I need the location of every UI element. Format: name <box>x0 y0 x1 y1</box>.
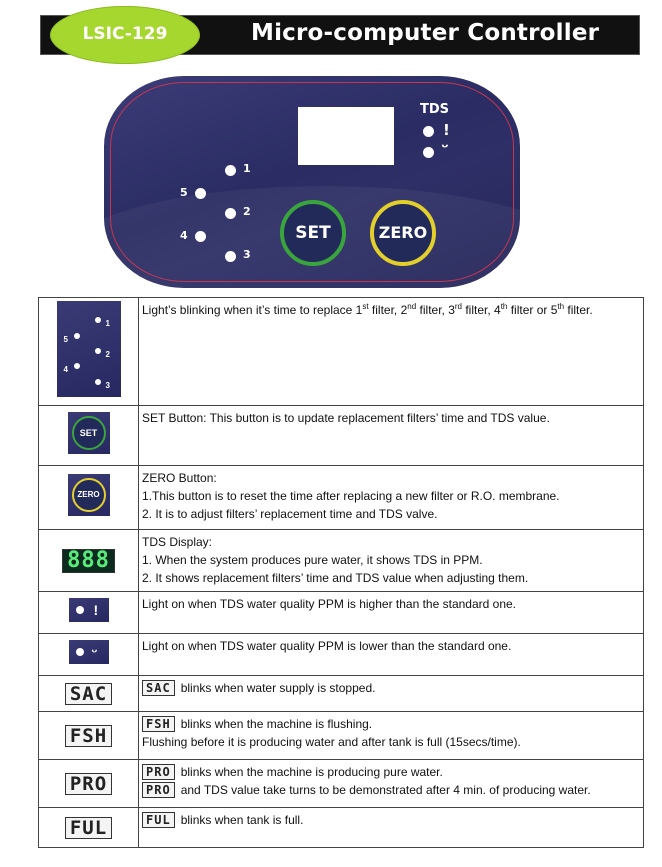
pro-code-inline: PRO <box>142 764 175 780</box>
high-icon-cell <box>39 592 139 634</box>
filter-leds-icon-cell <box>39 298 139 406</box>
filter-leds-description <box>139 298 644 406</box>
ful-code-icon: FUL <box>65 817 112 839</box>
table-row <box>39 676 644 712</box>
tds-line-3: 2. It shows replacement filters’ time and TDS value when adjusting them. <box>142 571 529 585</box>
fsh-code-icon: FSH <box>65 725 112 747</box>
table-row <box>39 530 644 592</box>
high-symbol: ! <box>93 602 99 618</box>
high-tds-icon <box>69 598 109 622</box>
mini-led-2-label: 2 <box>105 350 110 359</box>
ordinal: nd <box>407 302 417 311</box>
mini-led-1 <box>95 317 101 323</box>
high-led-dot <box>76 606 84 614</box>
controller-panel <box>104 76 520 288</box>
text-segment: filter, 3 <box>416 303 455 317</box>
pro-line-1: blinks when the machine is producing pure water. <box>180 765 443 779</box>
mini-led-3-label: 3 <box>105 381 110 390</box>
filter-led-5 <box>195 188 206 199</box>
zero-description <box>139 466 644 530</box>
sac-code-inline: SAC <box>142 680 175 696</box>
tds-display-window <box>298 107 394 165</box>
ful-text: blinks when tank is full. <box>180 813 304 827</box>
tds-description <box>139 530 644 592</box>
fsh-line-2: Flushing before it is producing water and after tank is full (15secs/time). <box>142 735 521 749</box>
mini-led-3 <box>95 379 101 385</box>
pro-code-inline-2: PRO <box>142 782 175 798</box>
tds-label: TDS <box>420 102 450 117</box>
ordinal: st <box>362 302 369 311</box>
mini-led-1-label: 1 <box>105 319 110 328</box>
mini-led-5-label: 5 <box>63 335 68 344</box>
model-badge <box>50 6 200 64</box>
sac-description <box>139 676 644 712</box>
mini-led-5 <box>74 333 80 339</box>
ful-code-inline: FUL <box>142 812 175 828</box>
ordinal: th <box>557 302 565 311</box>
filter-led-1-label: 1 <box>243 162 251 175</box>
filter-led-3-label: 3 <box>243 248 251 261</box>
low-symbol: ᵕ <box>91 643 98 659</box>
pro-description <box>139 760 644 808</box>
fsh-code-inline: FSH <box>142 716 175 732</box>
sac-icon-cell <box>39 676 139 712</box>
filter-led-5-label: 5 <box>180 186 188 199</box>
pro-line-2: and TDS value take turns to be demonstrated after 4 min. of producing water. <box>180 783 591 797</box>
set-icon-bg <box>68 412 110 454</box>
ordinal: th <box>500 302 508 311</box>
tds-high-led <box>423 126 434 137</box>
high-description: Light on when TDS water quality PPM is higher than the standard one. <box>139 592 644 634</box>
ful-description <box>139 808 644 848</box>
fsh-description <box>139 712 644 760</box>
sac-code-icon: SAC <box>65 683 112 705</box>
low-icon-cell <box>39 634 139 676</box>
page-title: Micro-computer Controller <box>251 20 600 46</box>
filter-led-2 <box>225 208 236 219</box>
set-description: SET Button: This button is to update replacement filters’ time and TDS value. <box>139 406 644 466</box>
zero-line-3: 2. It is to adjust filters’ replacement time and TDS valve. <box>142 507 438 521</box>
zero-button: ZERO <box>370 200 436 266</box>
tds-display-icon: 888 <box>62 549 115 573</box>
table-row <box>39 592 644 634</box>
tds-high-symbol: ! <box>443 121 450 139</box>
sac-text: blinks when water supply is stopped. <box>180 681 376 695</box>
fsh-icon-cell <box>39 712 139 760</box>
zero-line-2: 1.This button is to reset the time after replacing a new filter or R.O. membrane. <box>142 489 560 503</box>
pro-icon-cell <box>39 760 139 808</box>
zero-button-icon: ZERO <box>72 478 106 512</box>
zero-icon-bg <box>68 474 110 516</box>
legend-table <box>38 297 644 848</box>
filter-led-3 <box>225 251 236 262</box>
tds-line-1: TDS Display: <box>142 535 213 549</box>
low-led-dot <box>76 648 84 656</box>
low-description: Light on when TDS water quality PPM is lower than the standard one. <box>139 634 644 676</box>
mini-led-4 <box>74 363 80 369</box>
tds-low-led <box>423 147 434 158</box>
filter-led-4 <box>195 231 206 242</box>
mini-led-2 <box>95 348 101 354</box>
table-row <box>39 634 644 676</box>
set-button: SET <box>280 200 346 266</box>
filter-led-1 <box>225 165 236 176</box>
set-button-icon: SET <box>72 416 106 450</box>
low-tds-icon <box>69 640 109 664</box>
text-segment: filter, 2 <box>368 303 408 317</box>
pro-code-icon: PRO <box>65 773 112 795</box>
table-row <box>39 406 644 466</box>
text-segment: filter, 4 <box>462 303 501 317</box>
tds-low-symbol: ᵕ <box>441 138 449 157</box>
text-segment: filter. <box>564 303 593 317</box>
text-segment: filter or 5 <box>507 303 558 317</box>
table-row <box>39 712 644 760</box>
ful-icon-cell <box>39 808 139 848</box>
mini-led-4-label: 4 <box>63 365 68 374</box>
filter-led-2-label: 2 <box>243 205 251 218</box>
tds-display-icon-cell <box>39 530 139 592</box>
table-row <box>39 808 644 848</box>
model-badge-label: LSIC-129 <box>82 24 168 44</box>
ordinal: rd <box>454 302 462 311</box>
zero-icon-cell <box>39 466 139 530</box>
filter-led-4-label: 4 <box>180 229 188 242</box>
fsh-line-1: blinks when the machine is flushing. <box>180 717 373 731</box>
table-row <box>39 466 644 530</box>
text-segment: Light’s blinking when it’s time to replace 1 <box>142 303 363 317</box>
zero-line-1: ZERO Button: <box>142 471 217 485</box>
set-icon-cell <box>39 406 139 466</box>
filter-leds-icon <box>57 301 121 397</box>
table-row <box>39 298 644 406</box>
table-row <box>39 760 644 808</box>
tds-line-2: 1. When the system produces pure water, it shows TDS in PPM. <box>142 553 483 567</box>
